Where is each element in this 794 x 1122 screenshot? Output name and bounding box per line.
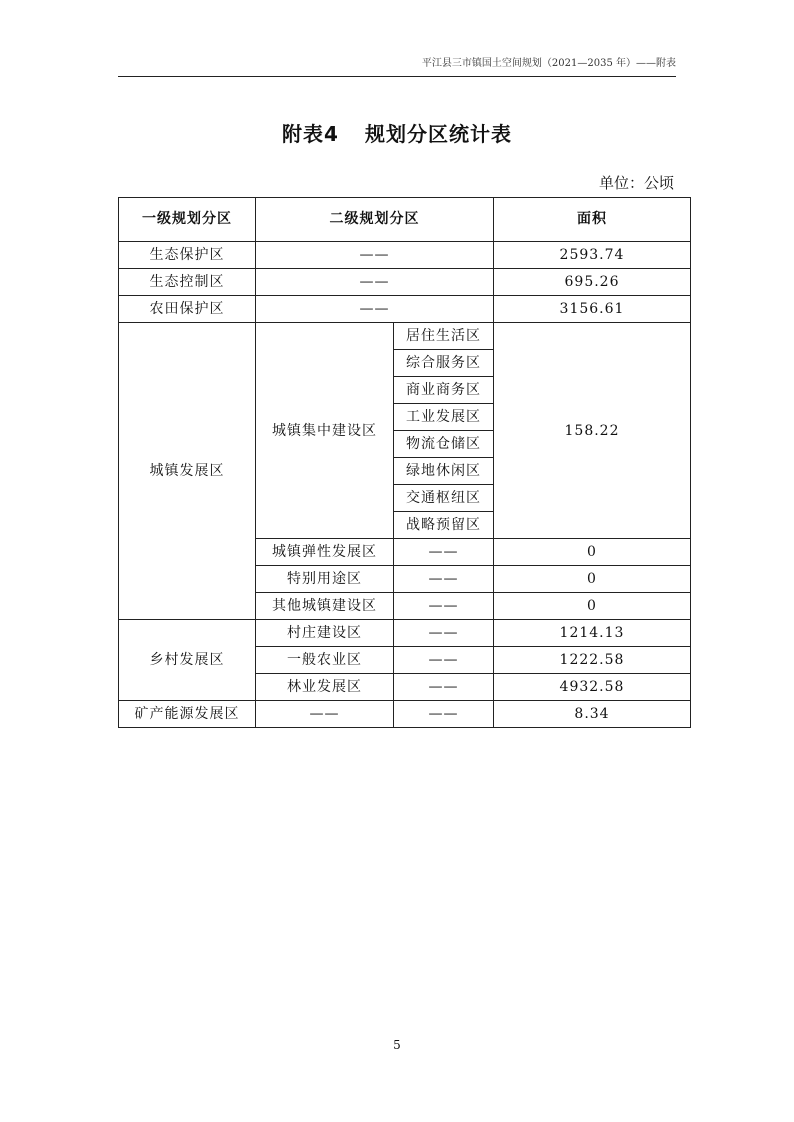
cell-level2: 村庄建设区 — [256, 620, 394, 647]
cell-area: 1222.58 — [494, 647, 691, 674]
header-rule — [118, 76, 676, 77]
cell-level2: —— — [256, 242, 494, 269]
header-level1: 一级规划分区 — [119, 198, 256, 242]
table-row — [119, 269, 691, 296]
zoning-statistics-table — [118, 197, 691, 728]
cell-subzone: —— — [394, 566, 494, 593]
cell-subzone: 综合服务区 — [394, 350, 494, 377]
cell-area: 0 — [494, 566, 691, 593]
table-number: 附表4 — [282, 122, 339, 146]
cell-level2: 林业发展区 — [256, 674, 394, 701]
cell-subzone: —— — [394, 593, 494, 620]
cell-level2: —— — [256, 269, 494, 296]
cell-level2: —— — [256, 296, 494, 323]
cell-subzone: —— — [394, 539, 494, 566]
cell-subzone: —— — [394, 701, 494, 728]
cell-area: 695.26 — [494, 269, 691, 296]
cell-level1: 矿产能源发展区 — [119, 701, 256, 728]
cell-area: 0 — [494, 593, 691, 620]
unit-label: 单位：公顷 — [598, 174, 674, 192]
cell-area: 0 — [494, 539, 691, 566]
cell-subzone: 交通枢纽区 — [394, 485, 494, 512]
page-title — [0, 118, 794, 147]
cell-subzone: 居住生活区 — [394, 323, 494, 350]
cell-area: 2593.74 — [494, 242, 691, 269]
cell-level1: 生态保护区 — [119, 242, 256, 269]
cell-subzone: 绿地休闲区 — [394, 458, 494, 485]
table-row — [119, 242, 691, 269]
cell-area: 158.22 — [494, 323, 691, 539]
cell-subzone: 商业商务区 — [394, 377, 494, 404]
cell-subzone: 物流仓储区 — [394, 431, 494, 458]
cell-level2: 一般农业区 — [256, 647, 394, 674]
cell-subzone: —— — [394, 620, 494, 647]
cell-subzone: 战略预留区 — [394, 512, 494, 539]
cell-area: 4932.58 — [494, 674, 691, 701]
cell-level2: 特别用途区 — [256, 566, 394, 593]
cell-level1: 生态控制区 — [119, 269, 256, 296]
table-row — [119, 701, 691, 728]
running-header: 平江县三市镇国土空间规划（2021—2035 年）——附表 — [421, 58, 676, 69]
cell-level1: 城镇发展区 — [119, 323, 256, 620]
header-area: 面积 — [494, 198, 691, 242]
table-row — [119, 620, 691, 647]
page-number: 5 — [393, 1038, 401, 1052]
cell-level1: 农田保护区 — [119, 296, 256, 323]
cell-level2: 城镇集中建设区 — [256, 323, 394, 539]
cell-level2: —— — [256, 701, 394, 728]
table-header-row — [119, 198, 691, 242]
table-row — [119, 296, 691, 323]
cell-level1: 乡村发展区 — [119, 620, 256, 701]
cell-subzone: —— — [394, 674, 494, 701]
cell-level2: 城镇弹性发展区 — [256, 539, 394, 566]
cell-subzone: —— — [394, 647, 494, 674]
header-level2: 二级规划分区 — [256, 198, 494, 242]
cell-area: 8.34 — [494, 701, 691, 728]
cell-area: 1214.13 — [494, 620, 691, 647]
table-title: 规划分区统计表 — [364, 122, 512, 146]
table-row — [119, 323, 691, 350]
cell-level2: 其他城镇建设区 — [256, 593, 394, 620]
cell-area: 3156.61 — [494, 296, 691, 323]
cell-subzone: 工业发展区 — [394, 404, 494, 431]
